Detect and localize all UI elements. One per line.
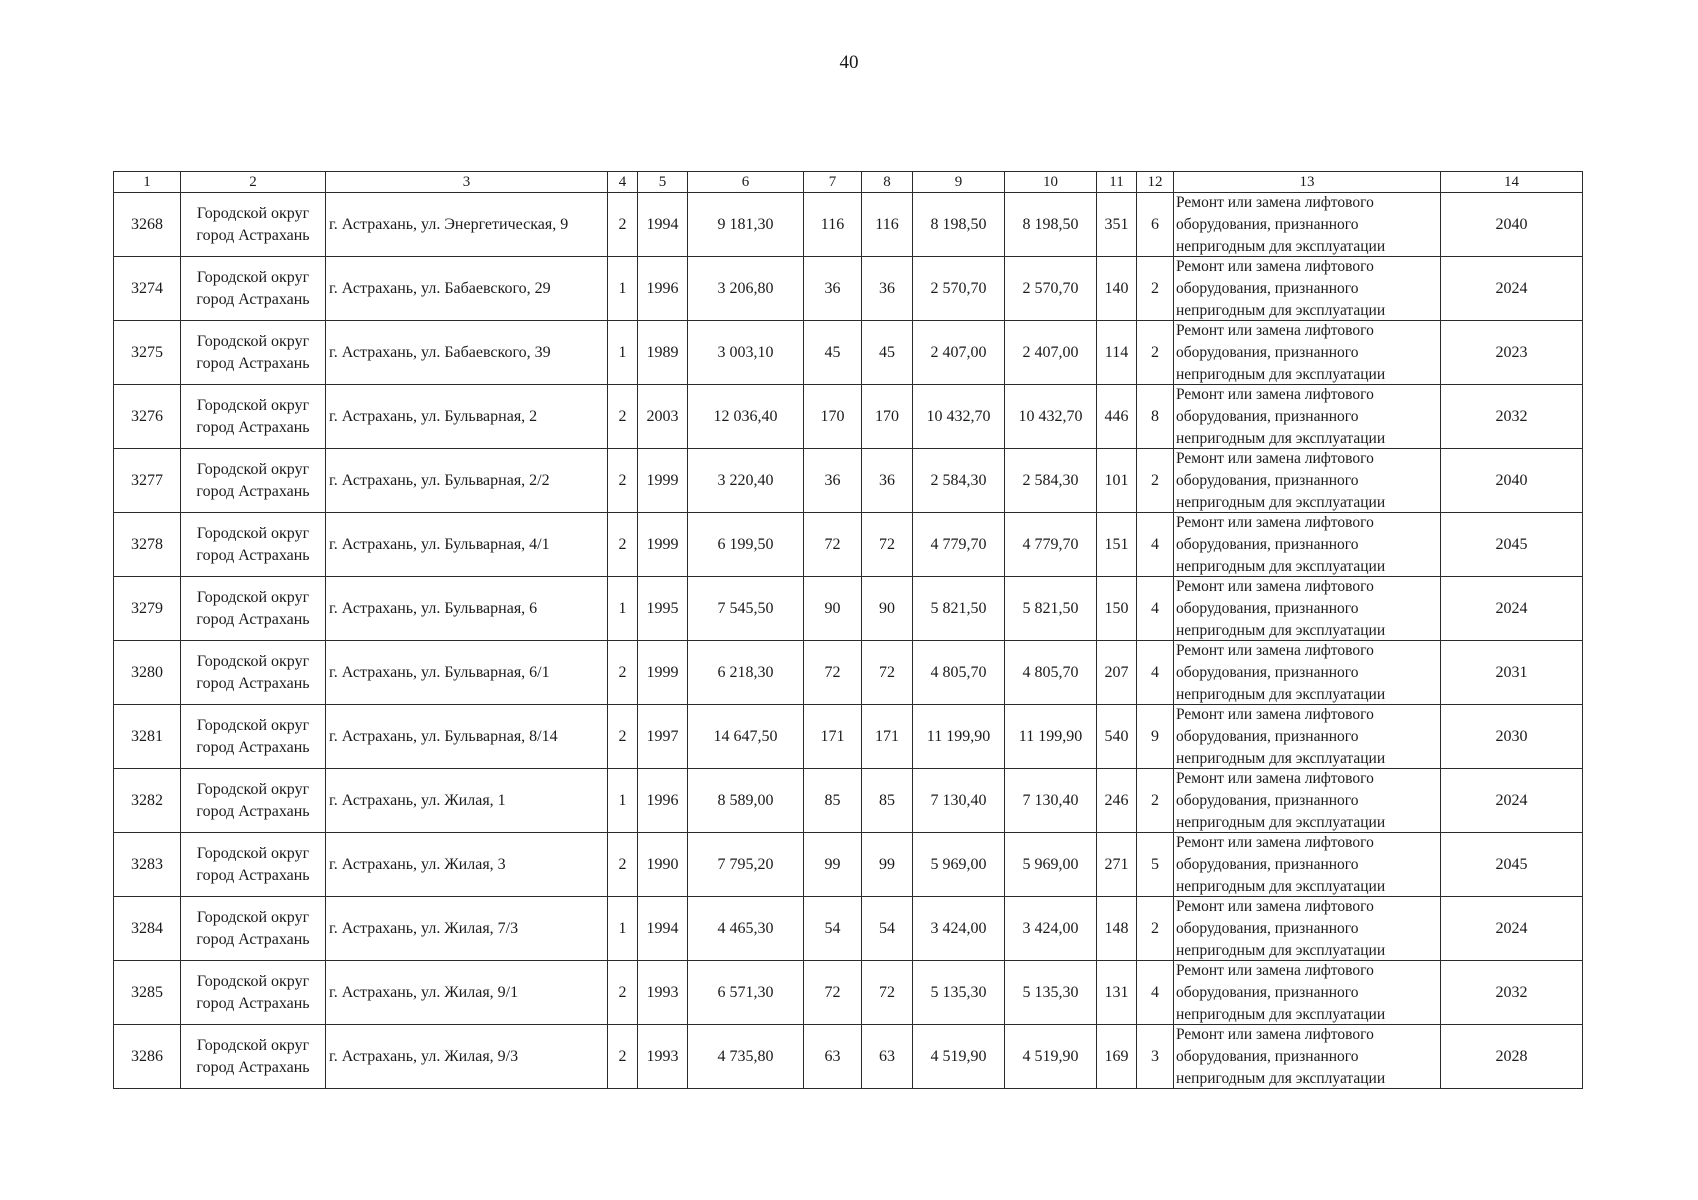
commission-year-cell: 1999 [638,449,688,513]
capital-repair-table [113,171,1583,1089]
address-cell: г. Астрахань, ул. Бульварная, 2 [326,385,608,449]
column-8-cell: 72 [862,513,913,577]
column-9-area-cell: 10 432,70 [913,385,1005,449]
row-id-cell: 3276 [114,385,181,449]
planned-year-cell: 2031 [1441,641,1583,705]
planned-year-cell: 2032 [1441,961,1583,1025]
column-header: 1 [114,172,181,193]
table-header [114,172,1583,193]
column-10-area-cell: 4 519,90 [1005,1025,1097,1089]
total-area-cell: 8 589,00 [688,769,804,833]
total-area-cell: 3 206,80 [688,257,804,321]
total-area-cell: 6 571,30 [688,961,804,1025]
row-id-cell: 3275 [114,321,181,385]
total-area-cell: 12 036,40 [688,385,804,449]
column-8-cell: 171 [862,705,913,769]
column-10-area-cell: 5 969,00 [1005,833,1097,897]
planned-year-cell: 2030 [1441,705,1583,769]
work-type-cell [1174,641,1441,705]
column-11-cell: 140 [1097,257,1137,321]
column-header: 6 [688,172,804,193]
column-4-cell: 1 [608,321,638,385]
column-12-cell: 4 [1137,641,1174,705]
column-header: 10 [1005,172,1097,193]
column-8-cell: 116 [862,193,913,257]
column-11-cell: 131 [1097,961,1137,1025]
municipality-cell: Городской округ город Астрахань [181,897,326,961]
work-type-text: Ремонт или замена лифтового оборудования, признанного непригодным для эксплуатации [1176,1026,1386,1087]
column-12-cell: 8 [1137,385,1174,449]
total-area-cell: 6 199,50 [688,513,804,577]
column-header: 2 [181,172,326,193]
planned-year-cell: 2040 [1441,193,1583,257]
column-10-area-cell: 4 779,70 [1005,513,1097,577]
column-9-area-cell: 2 570,70 [913,257,1005,321]
column-4-cell: 2 [608,1025,638,1089]
column-header: 9 [913,172,1005,193]
table-row [114,897,1583,961]
column-10-area-cell: 2 570,70 [1005,257,1097,321]
work-type-text: Ремонт или замена лифтового оборудования, признанного непригодным для эксплуатации [1176,642,1386,703]
commission-year-cell: 1999 [638,513,688,577]
column-12-cell: 2 [1137,897,1174,961]
planned-year-cell: 2024 [1441,897,1583,961]
total-area-cell: 3 003,10 [688,321,804,385]
work-type-text: Ремонт или замена лифтового оборудования, признанного непригодным для эксплуатации [1176,514,1386,575]
commission-year-cell: 1996 [638,769,688,833]
column-8-cell: 36 [862,449,913,513]
column-10-area-cell: 5 821,50 [1005,577,1097,641]
column-9-area-cell: 8 198,50 [913,193,1005,257]
column-9-area-cell: 7 130,40 [913,769,1005,833]
column-4-cell: 1 [608,257,638,321]
work-type-text: Ремонт или замена лифтового оборудования, признанного непригодным для эксплуатации [1176,386,1386,447]
planned-year-cell: 2028 [1441,1025,1583,1089]
header-row [114,172,1583,193]
column-12-cell: 4 [1137,577,1174,641]
column-7-cell: 45 [804,321,862,385]
table-body [114,193,1583,1089]
municipality-cell: Городской округ город Астрахань [181,641,326,705]
column-10-area-cell: 2 584,30 [1005,449,1097,513]
commission-year-cell: 1989 [638,321,688,385]
column-12-cell: 4 [1137,961,1174,1025]
planned-year-cell: 2023 [1441,321,1583,385]
column-10-area-cell: 7 130,40 [1005,769,1097,833]
column-7-cell: 85 [804,769,862,833]
table-row [114,513,1583,577]
total-area-cell: 14 647,50 [688,705,804,769]
column-8-cell: 72 [862,641,913,705]
planned-year-cell: 2032 [1441,385,1583,449]
column-10-area-cell: 4 805,70 [1005,641,1097,705]
column-header: 3 [326,172,608,193]
work-type-cell [1174,193,1441,257]
commission-year-cell: 1994 [638,193,688,257]
work-type-text: Ремонт или замена лифтового оборудования, признанного непригодным для эксплуатации [1176,194,1386,255]
column-11-cell: 169 [1097,1025,1137,1089]
commission-year-cell: 1999 [638,641,688,705]
total-area-cell: 4 735,80 [688,1025,804,1089]
column-12-cell: 9 [1137,705,1174,769]
total-area-cell: 9 181,30 [688,193,804,257]
municipality-cell: Городской округ город Астрахань [181,705,326,769]
total-area-cell: 3 220,40 [688,449,804,513]
column-8-cell: 54 [862,897,913,961]
address-cell: г. Астрахань, ул. Бульварная, 6 [326,577,608,641]
table-row [114,193,1583,257]
column-header: 13 [1174,172,1441,193]
address-cell: г. Астрахань, ул. Жилая, 1 [326,769,608,833]
work-type-text: Ремонт или замена лифтового оборудования, признанного непригодным для эксплуатации [1176,962,1386,1023]
work-type-text: Ремонт или замена лифтового оборудования, признанного непригодным для эксплуатации [1176,834,1386,895]
column-9-area-cell: 4 779,70 [913,513,1005,577]
address-cell: г. Астрахань, ул. Энергетическая, 9 [326,193,608,257]
column-4-cell: 2 [608,513,638,577]
municipality-cell: Городской округ город Астрахань [181,577,326,641]
commission-year-cell: 1994 [638,897,688,961]
address-cell: г. Астрахань, ул. Жилая, 7/3 [326,897,608,961]
table-row [114,385,1583,449]
column-11-cell: 101 [1097,449,1137,513]
column-7-cell: 36 [804,449,862,513]
work-type-text: Ремонт или замена лифтового оборудования, признанного непригодным для эксплуатации [1176,898,1386,959]
work-type-text: Ремонт или замена лифтового оборудования, признанного непригодным для эксплуатации [1176,258,1386,319]
column-header: 14 [1441,172,1583,193]
column-11-cell: 114 [1097,321,1137,385]
total-area-cell: 4 465,30 [688,897,804,961]
table-row [114,961,1583,1025]
column-4-cell: 2 [608,193,638,257]
column-4-cell: 2 [608,705,638,769]
column-8-cell: 85 [862,769,913,833]
municipality-cell: Городской округ город Астрахань [181,513,326,577]
address-cell: г. Астрахань, ул. Бульварная, 4/1 [326,513,608,577]
work-type-text: Ремонт или замена лифтового оборудования, признанного непригодным для эксплуатации [1176,578,1386,639]
work-type-text: Ремонт или замена лифтового оборудования, признанного непригодным для эксплуатации [1176,450,1386,511]
column-9-area-cell: 3 424,00 [913,897,1005,961]
row-id-cell: 3274 [114,257,181,321]
table-row [114,257,1583,321]
column-7-cell: 72 [804,961,862,1025]
address-cell: г. Астрахань, ул. Бульварная, 6/1 [326,641,608,705]
row-id-cell: 3283 [114,833,181,897]
page-number: 40 [839,52,859,73]
column-12-cell: 4 [1137,513,1174,577]
column-7-cell: 36 [804,257,862,321]
column-12-cell: 2 [1137,769,1174,833]
municipality-cell: Городской округ город Астрахань [181,961,326,1025]
column-4-cell: 1 [608,577,638,641]
column-8-cell: 90 [862,577,913,641]
row-id-cell: 3285 [114,961,181,1025]
column-4-cell: 2 [608,833,638,897]
row-id-cell: 3277 [114,449,181,513]
planned-year-cell: 2045 [1441,513,1583,577]
commission-year-cell: 1993 [638,1025,688,1089]
address-cell: г. Астрахань, ул. Жилая, 9/1 [326,961,608,1025]
column-9-area-cell: 5 135,30 [913,961,1005,1025]
column-7-cell: 72 [804,513,862,577]
column-12-cell: 3 [1137,1025,1174,1089]
column-7-cell: 171 [804,705,862,769]
column-11-cell: 150 [1097,577,1137,641]
row-id-cell: 3268 [114,193,181,257]
planned-year-cell: 2040 [1441,449,1583,513]
row-id-cell: 3281 [114,705,181,769]
address-cell: г. Астрахань, ул. Жилая, 9/3 [326,1025,608,1089]
column-header: 5 [638,172,688,193]
column-4-cell: 2 [608,961,638,1025]
column-7-cell: 170 [804,385,862,449]
work-type-cell [1174,385,1441,449]
work-type-cell [1174,257,1441,321]
work-type-cell [1174,769,1441,833]
column-11-cell: 207 [1097,641,1137,705]
work-type-cell [1174,961,1441,1025]
table-row [114,449,1583,513]
column-11-cell: 246 [1097,769,1137,833]
planned-year-cell: 2024 [1441,769,1583,833]
column-9-area-cell: 11 199,90 [913,705,1005,769]
column-10-area-cell: 5 135,30 [1005,961,1097,1025]
column-11-cell: 540 [1097,705,1137,769]
row-id-cell: 3284 [114,897,181,961]
planned-year-cell: 2024 [1441,257,1583,321]
column-header: 12 [1137,172,1174,193]
total-area-cell: 7 795,20 [688,833,804,897]
column-10-area-cell: 8 198,50 [1005,193,1097,257]
work-type-cell [1174,577,1441,641]
column-12-cell: 2 [1137,257,1174,321]
municipality-cell: Городской округ город Астрахань [181,321,326,385]
municipality-cell: Городской округ город Астрахань [181,385,326,449]
column-4-cell: 2 [608,449,638,513]
work-type-cell [1174,513,1441,577]
column-header: 7 [804,172,862,193]
column-9-area-cell: 5 821,50 [913,577,1005,641]
column-11-cell: 351 [1097,193,1137,257]
column-header: 4 [608,172,638,193]
address-cell: г. Астрахань, ул. Бабаевского, 29 [326,257,608,321]
work-type-text: Ремонт или замена лифтового оборудования, признанного непригодным для эксплуатации [1176,706,1386,767]
column-7-cell: 116 [804,193,862,257]
column-11-cell: 271 [1097,833,1137,897]
work-type-cell [1174,449,1441,513]
column-12-cell: 6 [1137,193,1174,257]
address-cell: г. Астрахань, ул. Бульварная, 8/14 [326,705,608,769]
municipality-cell: Городской округ город Астрахань [181,449,326,513]
column-7-cell: 54 [804,897,862,961]
planned-year-cell: 2024 [1441,577,1583,641]
total-area-cell: 7 545,50 [688,577,804,641]
municipality-cell: Городской округ город Астрахань [181,769,326,833]
column-11-cell: 446 [1097,385,1137,449]
column-7-cell: 63 [804,1025,862,1089]
work-type-cell [1174,321,1441,385]
column-7-cell: 72 [804,641,862,705]
column-8-cell: 170 [862,385,913,449]
column-9-area-cell: 2 584,30 [913,449,1005,513]
work-type-text: Ремонт или замена лифтового оборудования, признанного непригодным для эксплуатации [1176,770,1386,831]
column-8-cell: 45 [862,321,913,385]
table-row [114,1025,1583,1089]
municipality-cell: Городской округ город Астрахань [181,257,326,321]
table-row [114,769,1583,833]
column-9-area-cell: 4 519,90 [913,1025,1005,1089]
table-row [114,321,1583,385]
column-8-cell: 36 [862,257,913,321]
column-10-area-cell: 10 432,70 [1005,385,1097,449]
column-10-area-cell: 3 424,00 [1005,897,1097,961]
table-row [114,641,1583,705]
column-8-cell: 72 [862,961,913,1025]
work-type-cell [1174,1025,1441,1089]
column-9-area-cell: 2 407,00 [913,321,1005,385]
column-9-area-cell: 5 969,00 [913,833,1005,897]
work-type-cell [1174,705,1441,769]
work-type-cell [1174,833,1441,897]
municipality-cell: Городской округ город Астрахань [181,193,326,257]
work-type-cell [1174,897,1441,961]
commission-year-cell: 1995 [638,577,688,641]
column-10-area-cell: 2 407,00 [1005,321,1097,385]
table-row [114,833,1583,897]
column-4-cell: 1 [608,897,638,961]
column-12-cell: 2 [1137,449,1174,513]
address-cell: г. Астрахань, ул. Бабаевского, 39 [326,321,608,385]
column-12-cell: 2 [1137,321,1174,385]
row-id-cell: 3286 [114,1025,181,1089]
row-id-cell: 3282 [114,769,181,833]
row-id-cell: 3280 [114,641,181,705]
column-header: 8 [862,172,913,193]
commission-year-cell: 1997 [638,705,688,769]
commission-year-cell: 1996 [638,257,688,321]
table-row [114,705,1583,769]
column-8-cell: 63 [862,1025,913,1089]
address-cell: г. Астрахань, ул. Бульварная, 2/2 [326,449,608,513]
municipality-cell: Городской округ город Астрахань [181,833,326,897]
planned-year-cell: 2045 [1441,833,1583,897]
column-10-area-cell: 11 199,90 [1005,705,1097,769]
commission-year-cell: 2003 [638,385,688,449]
total-area-cell: 6 218,30 [688,641,804,705]
column-8-cell: 99 [862,833,913,897]
column-4-cell: 1 [608,769,638,833]
table-row [114,577,1583,641]
commission-year-cell: 1993 [638,961,688,1025]
column-4-cell: 2 [608,385,638,449]
column-4-cell: 2 [608,641,638,705]
commission-year-cell: 1990 [638,833,688,897]
work-type-text: Ремонт или замена лифтового оборудования, признанного непригодным для эксплуатации [1176,322,1386,383]
column-7-cell: 90 [804,577,862,641]
row-id-cell: 3278 [114,513,181,577]
row-id-cell: 3279 [114,577,181,641]
column-11-cell: 148 [1097,897,1137,961]
municipality-cell: Городской округ город Астрахань [181,1025,326,1089]
column-9-area-cell: 4 805,70 [913,641,1005,705]
column-11-cell: 151 [1097,513,1137,577]
address-cell: г. Астрахань, ул. Жилая, 3 [326,833,608,897]
column-12-cell: 5 [1137,833,1174,897]
column-7-cell: 99 [804,833,862,897]
column-header: 11 [1097,172,1137,193]
